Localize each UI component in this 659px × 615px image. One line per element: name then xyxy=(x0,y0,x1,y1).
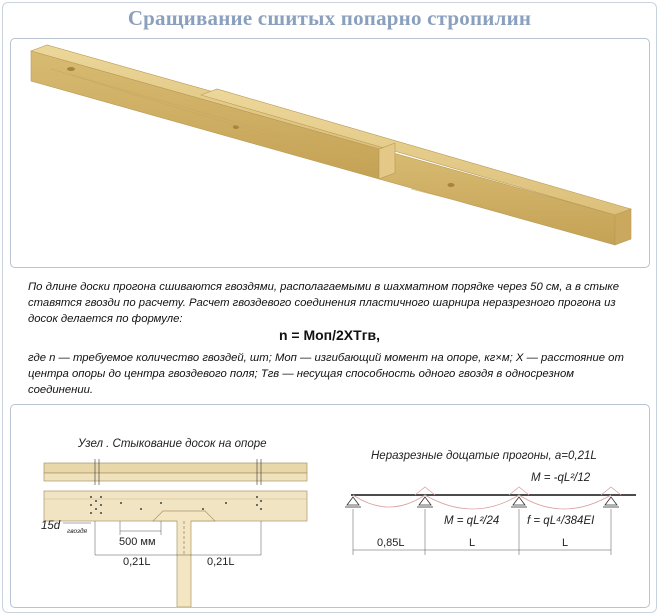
board-front-top xyxy=(201,89,631,215)
page-title: Сращивание сшитых попарно стропилин xyxy=(127,6,532,30)
label-15d-sub: гвоздя xyxy=(67,528,88,535)
intro-paragraph: По длине доски прогона сшиваются гвоздями, располагаемыми в шахматном порядке через 50 см, а в стыке ставятся гвозди по расчету. Расчет гвоздевого соединения пластичного шарнира неразрезного прогона из досок делается по формуле: xyxy=(28,281,620,325)
diagrams xyxy=(11,405,649,607)
dim-L1-label: L xyxy=(469,537,476,549)
dim-L2-label: L xyxy=(562,537,569,549)
moment-diagram xyxy=(353,495,611,509)
right-diagram-title: Неразрезные дощатые прогоны, а=0,21L xyxy=(371,450,597,462)
knot xyxy=(448,183,455,187)
label-500: 500 мм xyxy=(119,536,156,548)
left-diagram-title: Узел . Стыкование досок на опоре xyxy=(78,438,267,450)
deflection-label: f = qL⁴/384EI xyxy=(527,515,595,527)
moment-support-label: M = -qL²/12 xyxy=(531,472,591,484)
label-15d: 15d xyxy=(41,520,61,532)
formula: n = Mоп/2XTгв, xyxy=(278,327,381,343)
diagrams-panel xyxy=(10,404,650,608)
moment-peaks xyxy=(415,487,621,495)
knot xyxy=(67,67,75,71)
supports xyxy=(345,497,619,507)
dim-085-label: 0,85L xyxy=(377,537,405,549)
label-021-right: 0,21L xyxy=(207,556,235,568)
board-back-side xyxy=(31,51,379,179)
plan-board-upper xyxy=(44,463,307,473)
moment-span-label: M = qL²/24 xyxy=(444,515,500,527)
beam-illustration xyxy=(11,39,649,267)
board-end xyxy=(615,209,631,245)
support-post xyxy=(153,511,215,607)
label-021-left: 0,21L xyxy=(123,556,151,568)
plan-board-lower xyxy=(44,473,307,481)
beam-illustration-panel xyxy=(10,38,650,268)
board-step xyxy=(379,143,395,179)
legend-paragraph: где n — требуемое количество гвоздей, шт; Mоп — изгибающий момент на опоре, кг×м; X — расстояние от центра опоры до центра гвоздевого поля; Tгв — несущая способность одного гвоздя в односрезном соединении. xyxy=(28,352,624,396)
